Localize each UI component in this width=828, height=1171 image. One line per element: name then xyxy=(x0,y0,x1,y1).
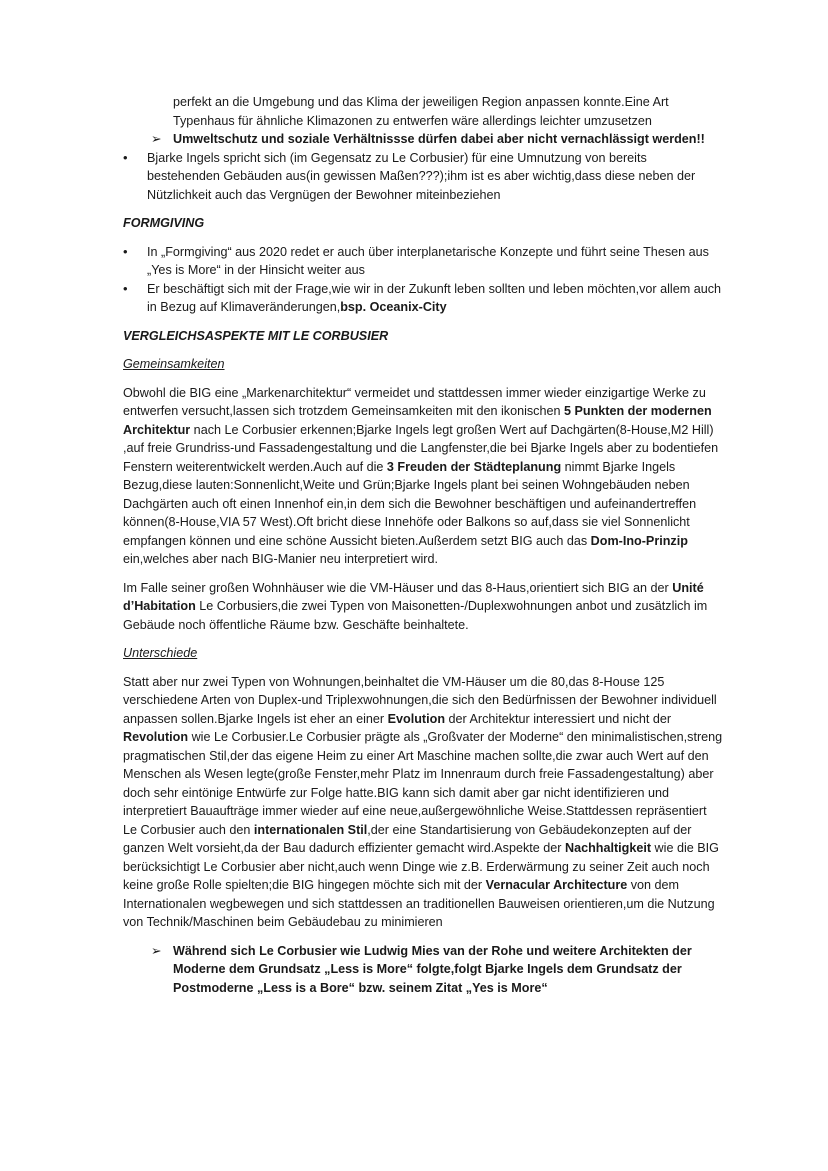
bullet-text: Bjarke Ingels spricht sich (im Gegensatz zu Le Corbusier) für eine Umnutzung von bereits bestehenden Gebäuden aus(in gewissen Maßen???);ihm ist es aber wichtig,dass diese neben der Nützlichkeit auch das Vergnügen der Bewohner miteinbeziehen xyxy=(147,150,696,202)
arrow-bullet-icon: ➢ xyxy=(151,132,162,146)
arrow-bullet-icon: ➢ xyxy=(151,943,162,958)
continuation-paragraph: perfekt an die Umgebung und das Klima der jeweiligen Region anpassen konnte.Eine Art Typenhaus für ähnliche Klimazonen zu entwerfen wäre allerdings leichter umzusetzen xyxy=(173,95,669,128)
section-heading-formgiving: FORMGIVING xyxy=(123,216,205,230)
bullet-dot-icon: • xyxy=(123,149,128,165)
section-heading-vergleich: VERGLEICHSASPEKTE MIT LE CORBUSIER xyxy=(123,328,389,343)
paragraph-gemeinsamkeiten-2: Im Falle seiner großen Wohnhäuser wie die VM-Häuser und das 8-Haus,orientiert sich BIG an der Unité d’Habitation Le Corbusiers,die zwei Typen von Maisonetten-/Duplexwohnungen anbot und zusätzlich im Gebäude noch öffentliche Räume bzw. Geschäfte beinhaltete. xyxy=(123,580,708,632)
bullet-text: In „Formgiving“ aus 2020 redet er auch über interplanetarische Konzepte und führt seine Thesen aus „Yes is More“ in der Hinsicht weiter aus xyxy=(147,244,709,277)
bullet-dot-icon: • xyxy=(123,243,128,259)
bullet-formgiving-2 xyxy=(123,280,723,317)
bullet-bold-text: bsp. Oceanix-City xyxy=(340,300,447,314)
subheading-gemeinsamkeiten: Gemeinsamkeiten xyxy=(123,357,225,371)
bullet-formgiving-1 xyxy=(123,243,723,280)
bullet-dot-icon: • xyxy=(123,280,128,296)
paragraph-unterschiede: Statt aber nur zwei Typen von Wohnungen,beinhaltet die VM-Häuser um die 80,das 8-House 125 verschiedene Arten von Duplex-und Triplexwohnungen,die sich den Bedürfnissen der Bewohner individuell anpassen sollen.Bjarke Ingels ist eher an einer Evolution der Architektur interessiert und nicht der Revolution wie Le Corbusier.Le Corbusier prägte als „Großvater der Moderne“ den minimalistischen,streng pragmatischen Stil,der das eigene Heim zu einer Art Maschine machen sollte,die zwar auch Wert auf den Menschen als Wesen legte(große Fenster,mehr Platz im Innenraum durch freie Fassadengestaltung) aber doch sehr eintönige Entwürfe zur Folge hatte.BIG kann sich damit aber gar nicht identifizieren und interpretiert Bauaufträge immer wieder auf eine neue,außergewöhnliche Weise.Stattdessen repräsentiert Le Corbusier auch den internationalen Stil,der eine Standartisierung von Gebäudekonzepten auf der ganzen Welt vorsieht,da der Bau dadurch effizienter gemacht wird.Aspekte der Nachhaltigkeit wie die BIG berücksichtigt Le Corbusier aber nicht,auch wenn Dinge wie z.B. Erderwärmung zu seiner Zeit auch noch keine große Rolle spielten;die BIG hingegen möchte sich mit der Vernacular Architecture von dem Internationalen wegbewegen und sich stattdessen an traditionellen Bauweisen orientieren,um die Nutzung von Technik/Maschinen beim Gebäudebau zu minimieren xyxy=(123,674,723,929)
bullet-text: Er beschäftigt sich mit der Frage,wie wir in der Zukunft leben sollten und leben möchten,vor allem auch in Bezug auf Klimaveränderungen, xyxy=(147,281,721,314)
document-body xyxy=(123,93,723,997)
arrow-point-text: Während sich Le Corbusier wie Ludwig Mies van der Rohe und weitere Architekten der Moderne dem Grundsatz „Less is More“ folgte,folgt Bjarke Ingels dem Grundsatz der Postmoderne „Less is a Bore“ bzw. seinem Zitat „Yes is More“ xyxy=(173,943,692,995)
bullet-reuse-buildings xyxy=(123,149,723,205)
arrow-point-less-is-more xyxy=(123,942,723,998)
arrow-point-text: Umweltschutz und soziale Verhältnissse dürfen dabei aber nicht vernachlässigt werden!! xyxy=(173,132,705,146)
paragraph-gemeinsamkeiten-1: Obwohl die BIG eine „Markenarchitektur“ vermeidet und stattdessen immer wieder einzigartige Werke zu entwerfen versucht,lassen sich trotzdem Gemeinsamkeiten mit den ikonischen 5 Punkten der modernen Architektur nach Le Corbusier erkennen;Bjarke Ingels legt großen Wert auf Dachgärten(8-House,M2 Hill) ,auf freie Grundriss-und Fassadengestaltung und die Langfenster,die bei Bjarke Ingels aber zu bodentiefen Fenstern weiterentwickelt werden.Auch auf die 3 Freuden der Städteplanung nimmt Bjarke Ingels Bezug,diese lauten:Sonnenlicht,Weite und Grün;Bjarke Ingels plant bei seinen Wohngebäuden neben Dachgärten auch oft einen Innenhof ein,in dem sich die Bewohner beschäftigen und aufeinandertreffen können(8-House,VIA 57 West).Oft bricht diese Innehöfe oder Balkons so auf,dass sie viel Sonnenlicht empfangen können und eine schöne Aussicht bieten.Außerdem setzt BIG auch das Dom-Ino-Prinzip ein,welches aber nach BIG-Manier neu interpretiert wird. xyxy=(123,385,719,566)
arrow-point-environment xyxy=(123,130,723,149)
subheading-unterschiede: Unterschiede xyxy=(123,646,198,660)
